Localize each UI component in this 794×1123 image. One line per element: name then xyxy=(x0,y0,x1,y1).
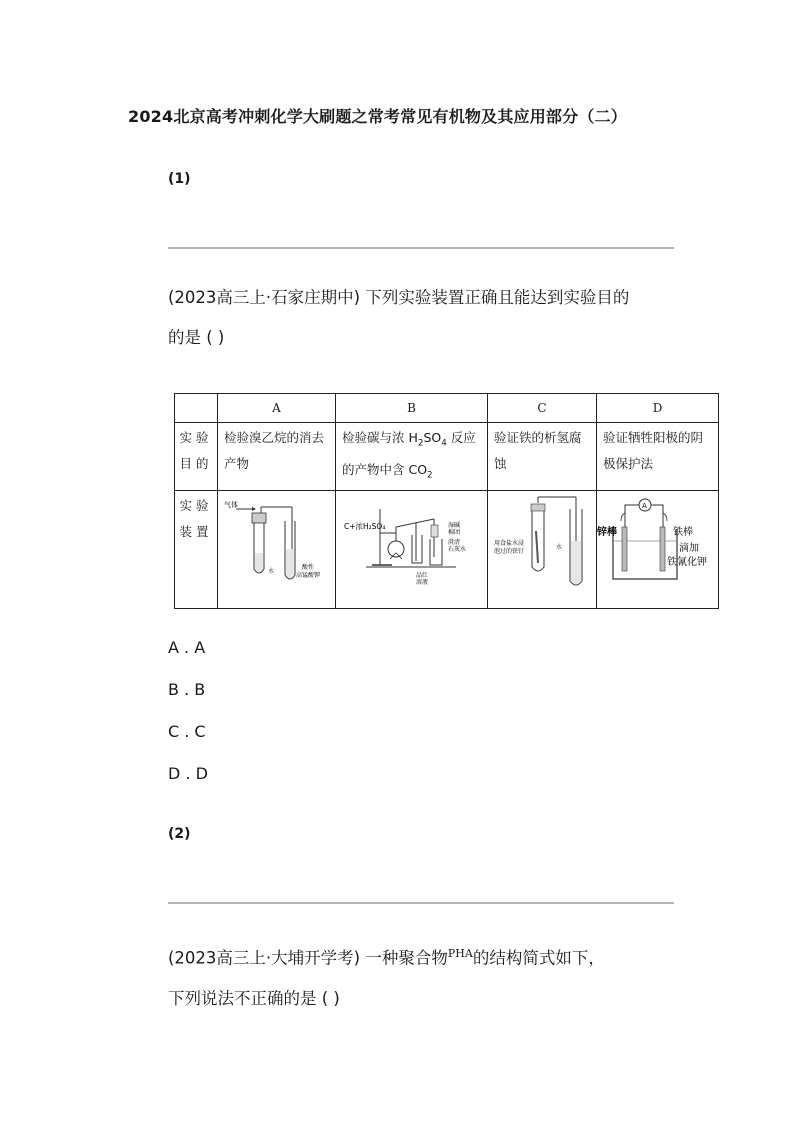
question-1-source: (2023高三上·石家庄期中) xyxy=(168,288,361,307)
label-solution: 溶液 xyxy=(416,579,429,586)
apparatus-b xyxy=(336,491,488,609)
label-iron-rod: 铁棒 xyxy=(673,527,693,538)
question-1-stem-line2: 的是 ( ) xyxy=(168,328,225,347)
option-c[interactable]: C . C xyxy=(168,722,206,741)
apparatus-d-figure xyxy=(597,491,717,599)
option-d[interactable]: D . D xyxy=(168,764,208,783)
document-title: 2024北京高考冲刺化学大刷题之常考常见有机物及其应用部分（二） xyxy=(128,107,627,126)
question-1-stem-line1: 下列实验装置正确且能达到实验目的 xyxy=(365,288,630,307)
question-2-stem xyxy=(168,934,688,1019)
question-2-stem-pre: 一种聚合物 xyxy=(365,948,448,968)
question-1-stem xyxy=(168,278,688,358)
divider-2 xyxy=(168,902,674,904)
apparatus-d xyxy=(597,491,719,609)
label-iron-nail: 泡过的铁钉 xyxy=(494,548,525,555)
label-cotton: 棉团 xyxy=(448,529,461,536)
apparatus-a-figure xyxy=(218,491,334,599)
label-acidic: 酸性 xyxy=(302,564,315,571)
label-c-h2so4: C+浓H₂SO₄ xyxy=(344,522,386,531)
label-clear: 澄清 xyxy=(448,539,461,546)
header-d: D xyxy=(597,394,719,423)
question-number-2: (2) xyxy=(168,826,191,842)
apparatus-b-figure xyxy=(336,491,486,599)
purpose-b: 检验碳与浓 $H_2SO_4$ 反应的产物中含 $CO_2$ xyxy=(336,423,488,491)
label-ferricyanide: 铁氰化钾 xyxy=(667,557,707,568)
label-salt-water: 用食盐水浸 xyxy=(494,540,525,547)
question-number-1: (1) xyxy=(168,171,191,187)
label-water-c: 水 xyxy=(556,544,563,551)
label-kmno4: 高锰酸钾 xyxy=(296,572,321,579)
header-c: C xyxy=(488,394,597,423)
row-label-purpose: 实验目的 xyxy=(175,423,218,491)
question-2-pha: PHA xyxy=(447,947,473,960)
option-a[interactable]: A . A xyxy=(168,638,206,657)
table-row-purpose xyxy=(175,423,719,491)
label-gas: 气体 xyxy=(224,501,238,509)
label-ammeter: A xyxy=(642,502,647,510)
option-b[interactable]: B . B xyxy=(168,680,206,699)
question-2-stem-line2: 下列说法不正确的是 ( ) xyxy=(168,988,340,1008)
purpose-a: 检验溴乙烷的消去产物 xyxy=(218,423,336,491)
apparatus-a xyxy=(218,491,336,609)
apparatus-c-figure xyxy=(488,491,596,599)
label-limewater: 石灰水 xyxy=(448,546,467,553)
table-header-row xyxy=(175,394,719,423)
header-b: B xyxy=(336,394,488,423)
label-add: 滴加 xyxy=(679,543,699,554)
table-row-apparatus xyxy=(175,491,719,609)
apparatus-c xyxy=(488,491,597,609)
label-water-a: 水 xyxy=(268,568,275,575)
purpose-d: 验证牺牲阳极的阴极保护法 xyxy=(597,423,719,491)
question-2-stem-post: 的结构简式如下， xyxy=(472,948,605,968)
label-pinred: 品红 xyxy=(416,572,429,579)
header-a: A xyxy=(218,394,336,423)
row-label-apparatus: 实验装置 xyxy=(175,491,218,609)
divider-1 xyxy=(168,247,674,249)
label-zinc-rod: 锌棒 xyxy=(597,527,617,538)
table-corner-cell xyxy=(175,394,218,423)
question-2-source: (2023高三上·大埔开学考) xyxy=(168,948,361,968)
label-wet-alkali: 湿碱 xyxy=(448,522,461,529)
purpose-c: 验证铁的析氢腐蚀 xyxy=(488,423,597,491)
experiment-table xyxy=(174,393,719,609)
